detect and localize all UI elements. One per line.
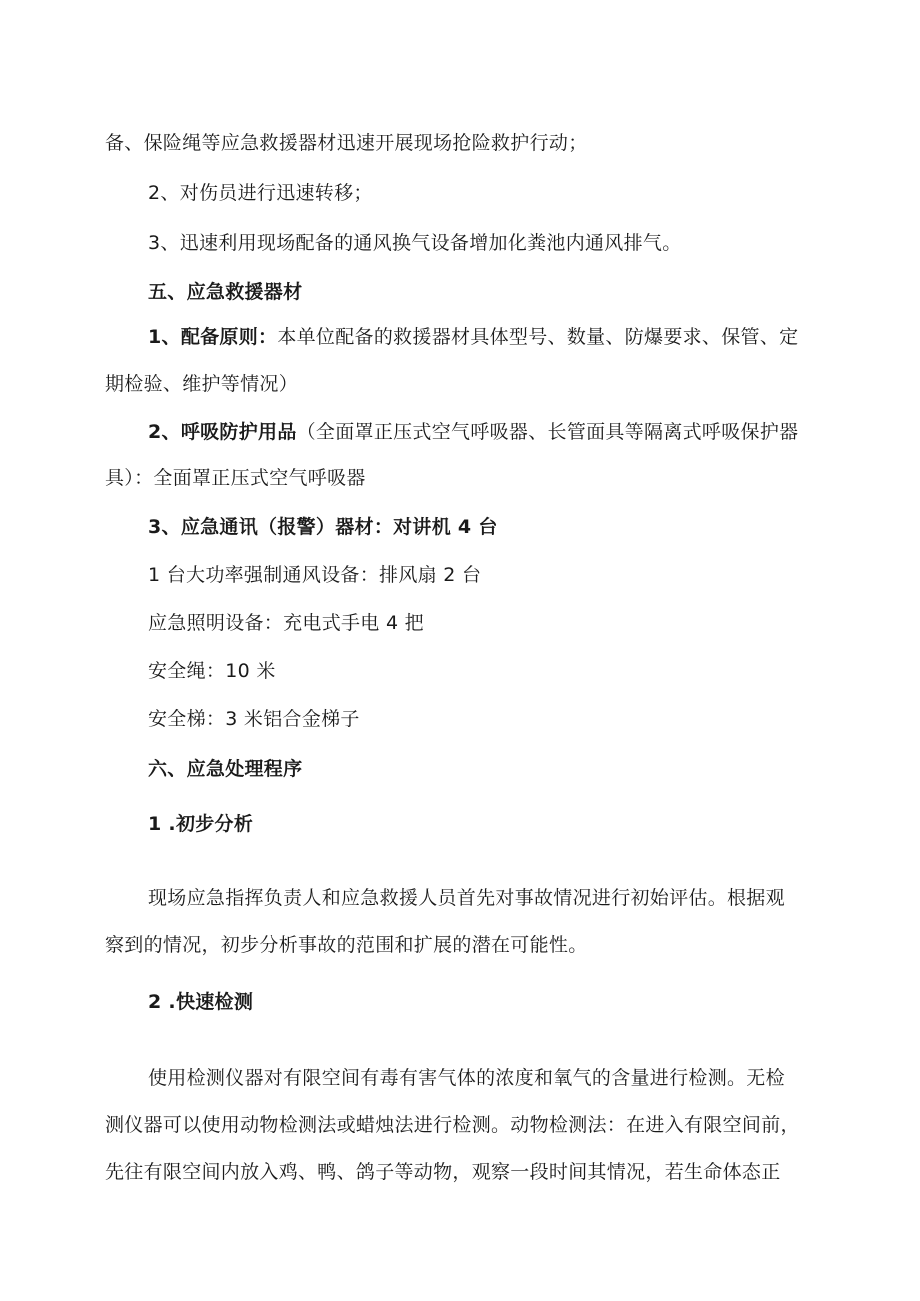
equipment-item-2-label: 2、呼吸防护用品 [148,421,297,443]
subsection-1-heading: 1 .初步分析 [148,813,254,835]
list-item-3: 3、迅速利用现场配备的通风换气设备增加化粪池内通风排气。 [148,232,682,254]
equipment-item-1-text: 本单位配备的救援器材具体型号、数量、防爆要求、保管、定 [277,326,799,348]
list-item-2: 2、对伤员进行迅速转移； [148,182,373,204]
equipment-item-6: 安全绳：10 米 [148,660,276,682]
subsection-1-paragraph: 现场应急指挥负责人和应急救援人员首先对事故情况进行初始评估。根据观 [148,887,785,909]
paragraph-continuation: 备、保险绳等应急救援器材迅速开展现场抢险救护行动； [105,132,588,154]
equipment-item-1-cont: 期检验、维护等情况） [105,373,299,395]
equipment-item-2 [148,420,798,444]
subsection-1-paragraph-cont: 察到的情况，初步分析事故的范围和扩展的潜在可能性。 [105,934,588,956]
subsection-2-paragraph-cont-2: 先往有限空间内放入鸡、鸭、鸽子等动物，观察一段时间其情况，若生命体态正 [105,1161,781,1183]
subsection-2-paragraph-cont-1: 测仪器可以使用动物检测法或蜡烛法进行检测。动物检测法：在进入有限空间前， [105,1114,800,1136]
equipment-item-2-text: （全面罩正压式空气呼吸器、长管面具等隔离式呼吸保护器 [296,421,799,443]
equipment-item-1-label: 1、配备原则： [148,326,278,348]
section-6-heading: 六、应急处理程序 [148,758,303,780]
equipment-item-7: 安全梯：3 米铝合金梯子 [148,708,360,730]
equipment-item-1 [148,325,798,349]
subsection-2-paragraph: 使用检测仪器对有限空间有毒有害气体的浓度和氧气的含量进行检测。无检 [148,1067,785,1089]
equipment-item-3: 3、应急通讯（报警）器材：对讲机 4 台 [148,516,498,538]
section-5-heading: 五、应急救援器材 [148,281,303,303]
equipment-item-4: 1 台大功率强制通风设备：排风扇 2 台 [148,564,482,586]
equipment-item-2-cont: 具）：全面罩正压式空气呼吸器 [105,467,366,489]
subsection-2-heading: 2 .快速检测 [148,991,254,1013]
equipment-item-5: 应急照明设备：充电式手电 4 把 [148,612,424,634]
